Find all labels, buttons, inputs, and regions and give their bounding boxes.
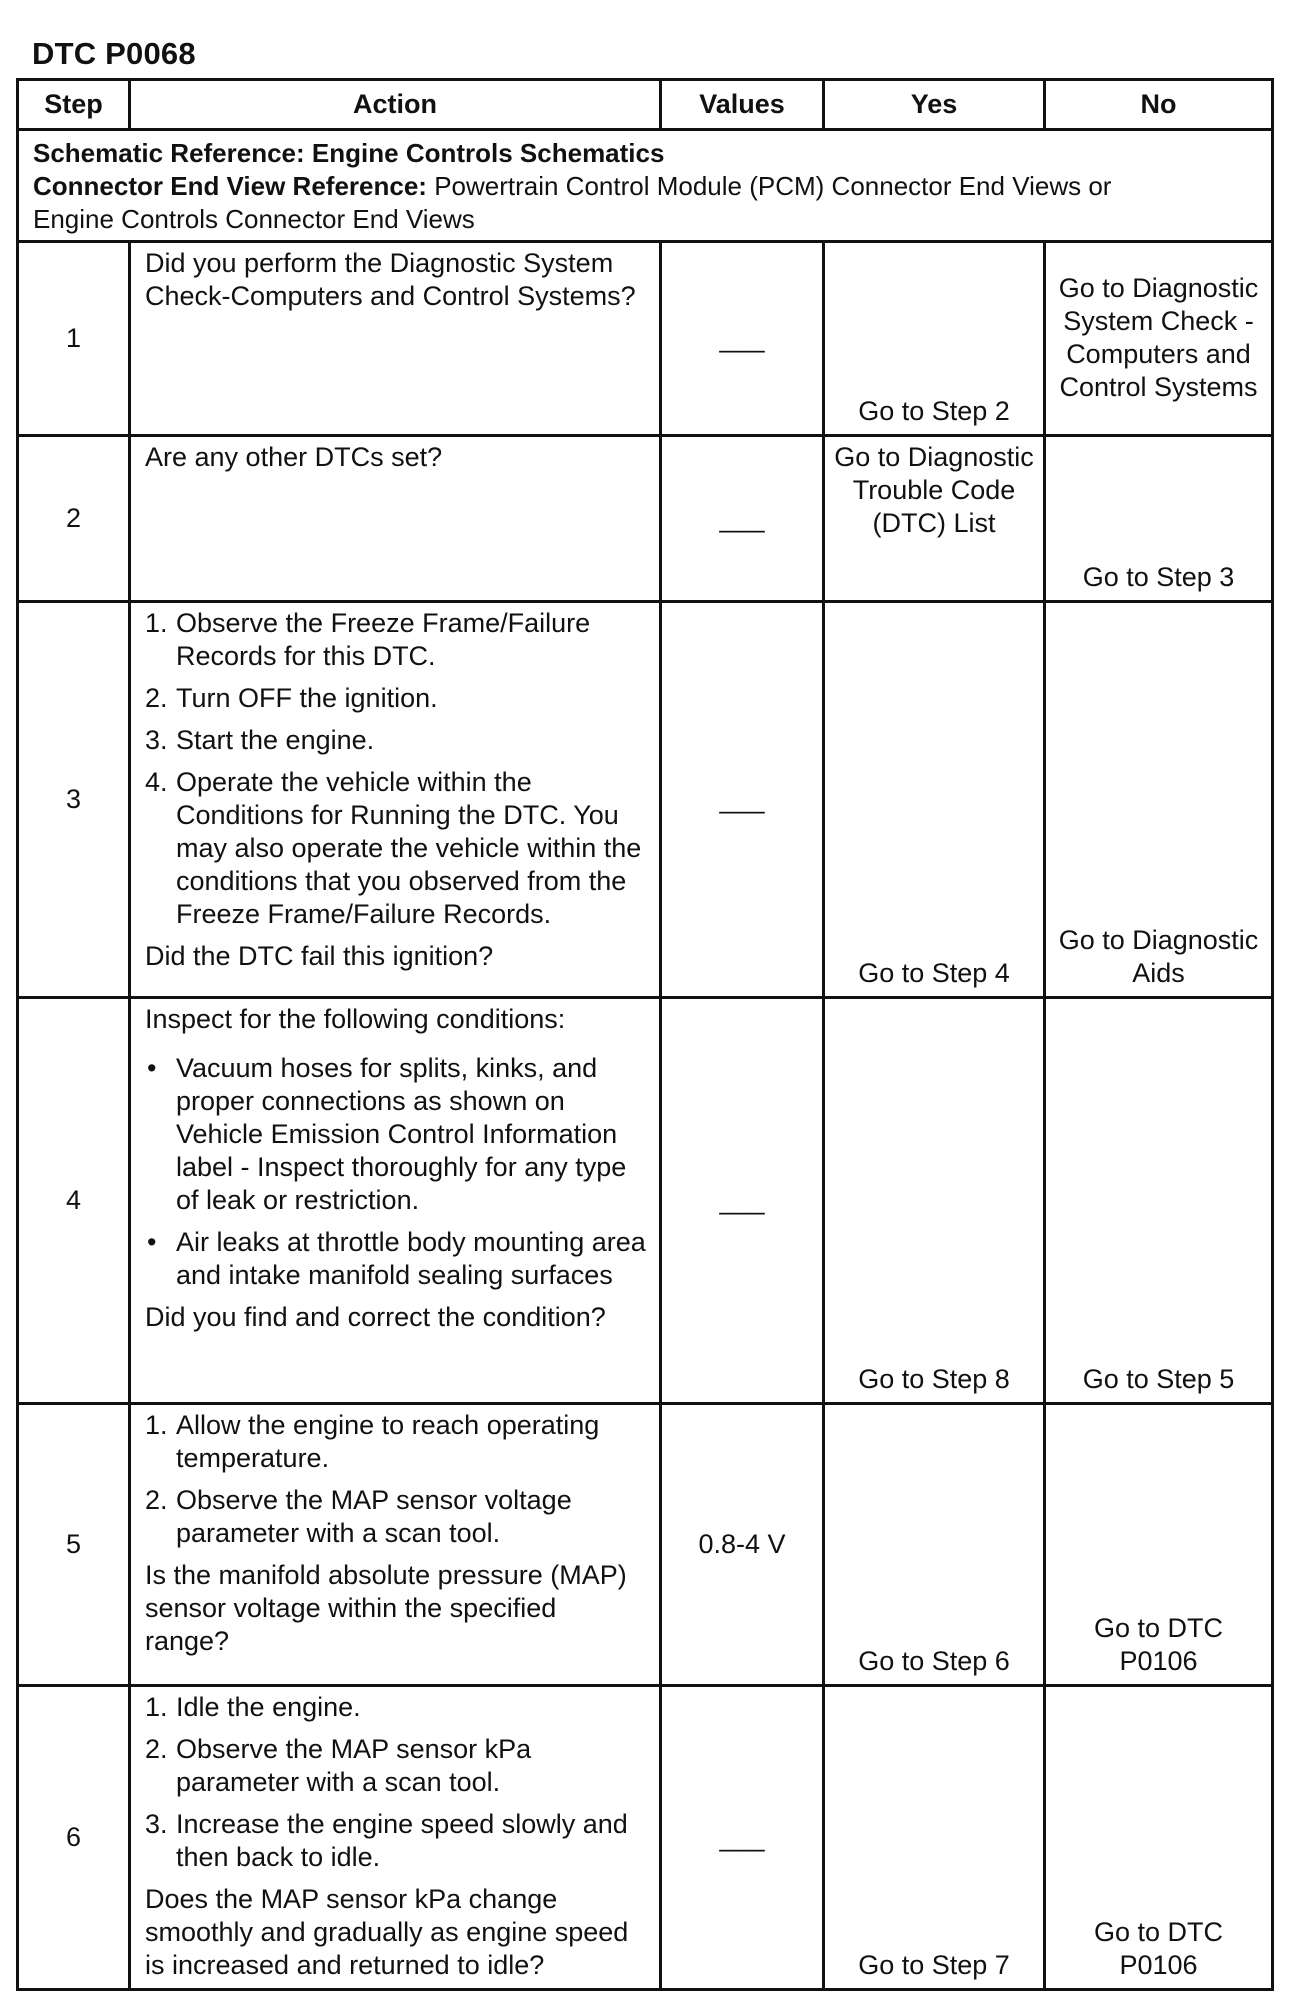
header-action: Action xyxy=(130,80,661,130)
list-text: Start the engine. xyxy=(176,725,375,755)
list-number: 4. xyxy=(145,767,168,797)
schematic-reference-label: Schematic Reference: xyxy=(33,138,305,168)
list-item xyxy=(145,1808,647,1874)
action-question: Is the manifold absolute pressure (MAP) sensor voltage within the specified range? xyxy=(145,1560,627,1656)
list-item xyxy=(145,1484,647,1550)
list-text: Allow the engine to reach operating temperature. xyxy=(176,1410,600,1473)
bullet-glyph: • xyxy=(147,1227,157,1257)
action-list xyxy=(145,1409,647,1550)
list-number: 2. xyxy=(145,1734,168,1764)
step-number: 2 xyxy=(18,436,130,602)
values-cell: ___ xyxy=(661,602,824,998)
values-cell: ___ xyxy=(661,998,824,1404)
table-row xyxy=(18,1686,1273,1990)
action-cell xyxy=(130,998,661,1404)
values-cell: ___ xyxy=(661,242,824,436)
step-number: 6 xyxy=(18,1686,130,1990)
diagnostic-table xyxy=(16,78,1274,1991)
table-row xyxy=(18,242,1273,436)
schematic-reference-text: Engine Controls Schematics xyxy=(311,138,665,168)
action-intro: Inspect for the following conditions: xyxy=(145,1004,566,1034)
bullet-list xyxy=(145,1052,647,1292)
action-list xyxy=(145,607,647,931)
table-row xyxy=(18,998,1273,1404)
action-cell xyxy=(130,242,661,436)
list-text: Air leaks at throttle body mounting area and intake manifold sealing surfaces xyxy=(176,1227,646,1290)
list-item xyxy=(145,607,647,673)
connector-reference-label: Connector End View Reference: xyxy=(33,171,427,201)
step-number: 4 xyxy=(18,998,130,1404)
step-number: 1 xyxy=(18,242,130,436)
yes-cell: Go to Diagnostic Trouble Code (DTC) List xyxy=(824,436,1045,602)
values-cell: ___ xyxy=(661,1686,824,1990)
list-number: 3. xyxy=(145,725,168,755)
values-cell: 0.8-4 V xyxy=(661,1404,824,1686)
yes-cell: Go to Step 8 xyxy=(824,998,1045,1404)
yes-cell: Go to Step 7 xyxy=(824,1686,1045,1990)
connector-reference-text-2: Engine Controls Connector End Views xyxy=(33,204,475,234)
list-number: 1. xyxy=(145,608,168,638)
no-cell: Go to Diagnostic System Check - Computers and Control Systems xyxy=(1045,242,1273,436)
no-cell: Go to Step 3 xyxy=(1045,436,1273,602)
no-cell: Go to DTC P0106 xyxy=(1045,1404,1273,1686)
list-number: 1. xyxy=(145,1692,168,1722)
action-cell xyxy=(130,1404,661,1686)
list-text: Operate the vehicle within the Conditions for Running the DTC. You may also operate the vehicle within the conditions that you observed from the Freeze Frame/Failure Records. xyxy=(176,767,642,929)
header-yes: Yes xyxy=(824,80,1045,130)
action-cell xyxy=(130,1686,661,1990)
table-row xyxy=(18,602,1273,998)
page-title: DTC P0068 xyxy=(32,36,196,71)
list-text: Observe the MAP sensor voltage parameter with a scan tool. xyxy=(176,1485,572,1548)
table-row xyxy=(18,1404,1273,1686)
action-question: Does the MAP sensor kPa change smoothly and gradually as engine speed is increased and returned to idle? xyxy=(145,1884,629,1980)
header-row xyxy=(18,80,1273,130)
step-number: 5 xyxy=(18,1404,130,1686)
list-text: Turn OFF the ignition. xyxy=(176,683,438,713)
no-cell: Go to Step 5 xyxy=(1045,998,1273,1404)
list-item xyxy=(145,1052,647,1217)
list-item xyxy=(145,724,647,757)
action-question: Did you find and correct the condition? xyxy=(145,1302,606,1332)
list-text: Observe the MAP sensor kPa parameter with a scan tool. xyxy=(176,1734,532,1797)
connector-reference-text: Powertrain Control Module (PCM) Connector End Views or xyxy=(434,171,1112,201)
header-no: No xyxy=(1045,80,1273,130)
list-text: Vacuum hoses for splits, kinks, and proper connections as shown on Vehicle Emission Control Information label - Inspect thoroughly for any type of leak or restriction. xyxy=(176,1053,627,1215)
no-cell: Go to Diagnostic Aids xyxy=(1045,602,1273,998)
action-cell xyxy=(130,436,661,602)
yes-cell: Go to Step 6 xyxy=(824,1404,1045,1686)
list-text: Increase the engine speed slowly and then back to idle. xyxy=(176,1809,628,1872)
list-item xyxy=(145,1733,647,1799)
reference-row xyxy=(18,130,1273,242)
action-question: Are any other DTCs set? xyxy=(145,442,443,472)
list-number: 1. xyxy=(145,1410,168,1440)
no-cell: Go to DTC P0106 xyxy=(1045,1686,1273,1990)
action-list xyxy=(145,1691,647,1874)
header-step: Step xyxy=(18,80,130,130)
bullet-glyph: • xyxy=(147,1053,157,1083)
yes-cell: Go to Step 2 xyxy=(824,242,1045,436)
list-text: Idle the engine. xyxy=(176,1692,361,1722)
list-item xyxy=(145,682,647,715)
list-item xyxy=(145,1409,647,1475)
action-question: Did the DTC fail this ignition? xyxy=(145,941,494,971)
header-values: Values xyxy=(661,80,824,130)
list-item xyxy=(145,1226,647,1292)
list-text: Observe the Freeze Frame/Failure Records for this DTC. xyxy=(176,608,591,671)
table-row xyxy=(18,436,1273,602)
reference-cell xyxy=(18,130,1273,242)
list-number: 2. xyxy=(145,1485,168,1515)
yes-cell: Go to Step 4 xyxy=(824,602,1045,998)
values-cell: ___ xyxy=(661,436,824,602)
step-number: 3 xyxy=(18,602,130,998)
list-number: 2. xyxy=(145,683,168,713)
list-item xyxy=(145,1691,647,1724)
action-cell xyxy=(130,602,661,998)
list-item xyxy=(145,766,647,931)
list-number: 3. xyxy=(145,1809,168,1839)
action-question: Did you perform the Diagnostic System Check-Computers and Control Systems? xyxy=(145,248,636,311)
